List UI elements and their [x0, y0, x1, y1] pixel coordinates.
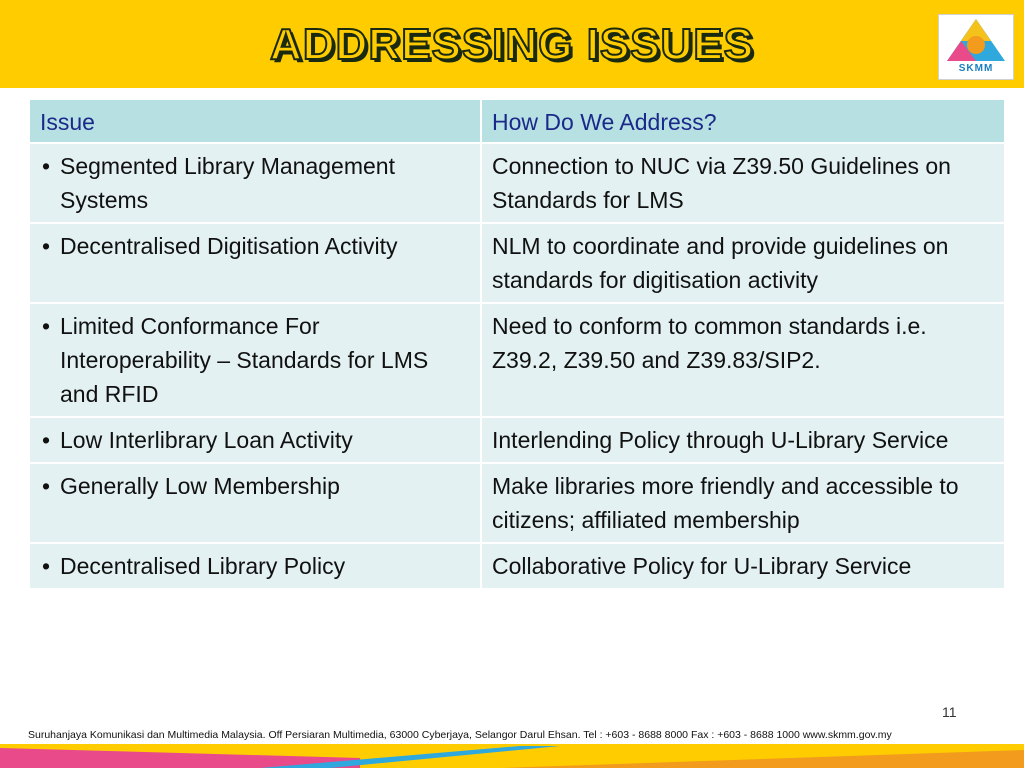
address-cell: NLM to coordinate and provide guidelines on standards for digitisation activity	[481, 223, 1005, 303]
table-row	[29, 417, 1005, 463]
column-header-issue: Issue	[29, 99, 481, 143]
table-row	[29, 303, 1005, 417]
logo-label: SKMM	[958, 63, 994, 74]
bullet: •	[42, 153, 51, 179]
slide-title: ADDRESSING ISSUES	[270, 20, 754, 69]
issues-table	[28, 98, 1006, 590]
issue-text: Segmented Library Management Systems	[60, 153, 395, 213]
issue-cell	[29, 303, 481, 417]
bullet: •	[42, 553, 51, 579]
table-row	[29, 223, 1005, 303]
column-header-address: How Do We Address?	[481, 99, 1005, 143]
footer-text: Suruhanjaya Komunikasi dan Multimedia Malaysia. Off Persiaran Multimedia, 63000 Cyberjaya, Selangor Darul Ehsan. Tel : +603 - 8688 8000 Fax : +603 - 8688 1000 www.skmm.gov.my	[28, 729, 892, 741]
issue-cell	[29, 463, 481, 543]
address-cell: Connection to NUC via Z39.50 Guidelines on Standards for LMS	[481, 143, 1005, 223]
issue-text: Decentralised Library Policy	[60, 553, 346, 579]
bullet: •	[42, 233, 51, 259]
address-cell: Make libraries more friendly and accessible to citizens; affiliated membership	[481, 463, 1005, 543]
table-row	[29, 463, 1005, 543]
page-number: 11	[942, 704, 957, 720]
bullet: •	[42, 473, 51, 499]
issue-cell	[29, 223, 481, 303]
bullet: •	[42, 313, 51, 339]
issue-cell	[29, 143, 481, 223]
table-row	[29, 543, 1005, 589]
issue-text: Low Interlibrary Loan Activity	[60, 427, 353, 453]
issue-cell	[29, 417, 481, 463]
table-header-row	[29, 99, 1005, 143]
issue-text: Generally Low Membership	[60, 473, 340, 499]
address-cell: Need to conform to common standards i.e. Z39.2, Z39.50 and Z39.83/SIP2.	[481, 303, 1005, 417]
bullet: •	[42, 427, 51, 453]
issue-cell	[29, 543, 481, 589]
table-row	[29, 143, 1005, 223]
footer-band	[0, 744, 1024, 768]
issue-text: Decentralised Digitisation Activity	[60, 233, 398, 259]
address-cell: Collaborative Policy for U-Library Service	[481, 543, 1005, 589]
logo-triangle-icon	[939, 15, 1013, 63]
issue-text: Limited Conformance For Interoperability – Standards for LMS and RFID	[60, 313, 429, 407]
skmm-logo	[938, 14, 1014, 80]
address-cell: Interlending Policy through U-Library Service	[481, 417, 1005, 463]
